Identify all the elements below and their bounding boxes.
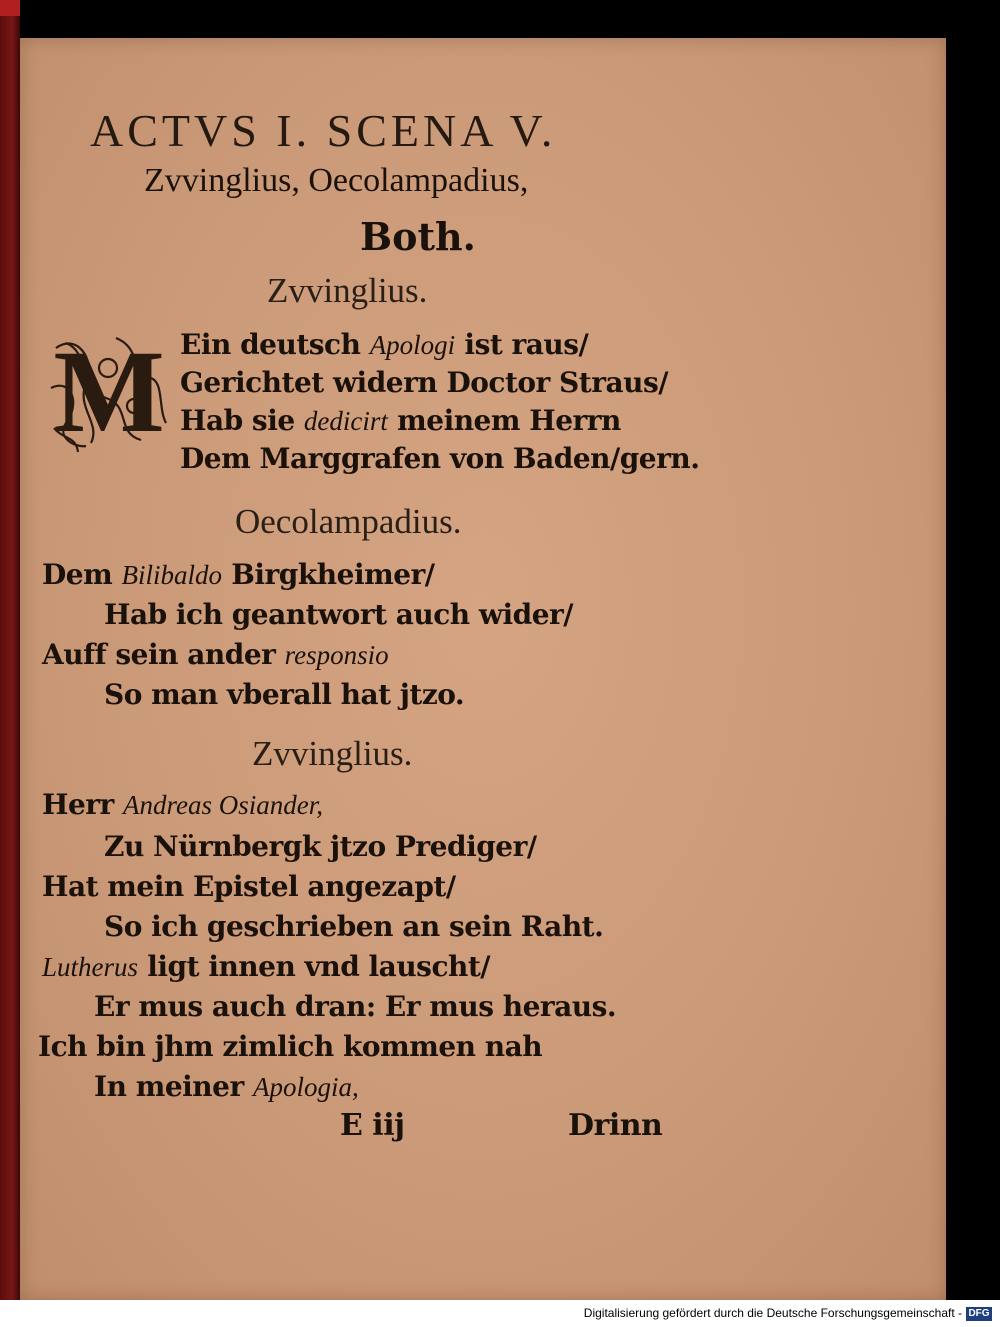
speaker-zwingli-1: Zvvinglius.	[267, 271, 428, 310]
decorated-initial	[46, 328, 172, 456]
initial-letter: M	[53, 326, 165, 457]
speaker-zwingli-2: Zvvinglius.	[252, 734, 413, 773]
verse-line: Hat mein Epistel angezapt/	[42, 870, 456, 903]
verse-line: So ich geschrieben an sein Raht.	[104, 910, 604, 943]
verse-line: So man vberall hat jtzo.	[104, 678, 465, 711]
speaker-oecolampadius: Oecolampadius.	[235, 502, 462, 541]
dfg-logo: DFG	[966, 1307, 992, 1321]
footer-credit: Digitalisierung gefördert durch die Deutsche Forschungsgemeinschaft -	[583, 1306, 962, 1320]
verse-line: Gerichtet widern Doctor Straus/	[180, 366, 668, 399]
verse-line: Dem Bilibaldo Birgkheimer/	[42, 558, 435, 591]
catchword: Drinn	[568, 1108, 663, 1143]
speakers-line: Zvvinglius, Oecolampadius,	[144, 162, 529, 199]
verse-line: Hab ich geantwort auch wider/	[104, 598, 574, 631]
signature-mark: E iij	[340, 1108, 405, 1143]
verse-line: Zu Nürnbergk jtzo Prediger/	[104, 830, 537, 863]
page-heading: ACTVS I. SCENA V.	[90, 105, 557, 156]
verse-line: Lutherus ligt innen vnd lauscht/	[42, 950, 491, 983]
verse-line: In meiner Apologia,	[94, 1070, 359, 1103]
verse-line: Ein deutsch Apologi ist raus/	[180, 328, 589, 361]
document-page	[20, 38, 946, 1300]
verse-line: Ich bin jhm zimlich kommen nah	[38, 1030, 543, 1063]
spine-mark	[0, 0, 20, 16]
verse-line: Er mus auch dran: Er mus heraus.	[94, 990, 617, 1023]
verse-line: Hab sie dedicirt meinem Herrn	[180, 404, 621, 437]
bote-line: Both.	[360, 214, 476, 259]
verse-line: Herr Andreas Osiander,	[42, 788, 324, 821]
verse-line: Dem Marggrafen von Baden/gern.	[180, 442, 700, 475]
book-spine	[0, 0, 20, 1300]
verse-line: Auff sein ander responsio	[42, 638, 389, 671]
